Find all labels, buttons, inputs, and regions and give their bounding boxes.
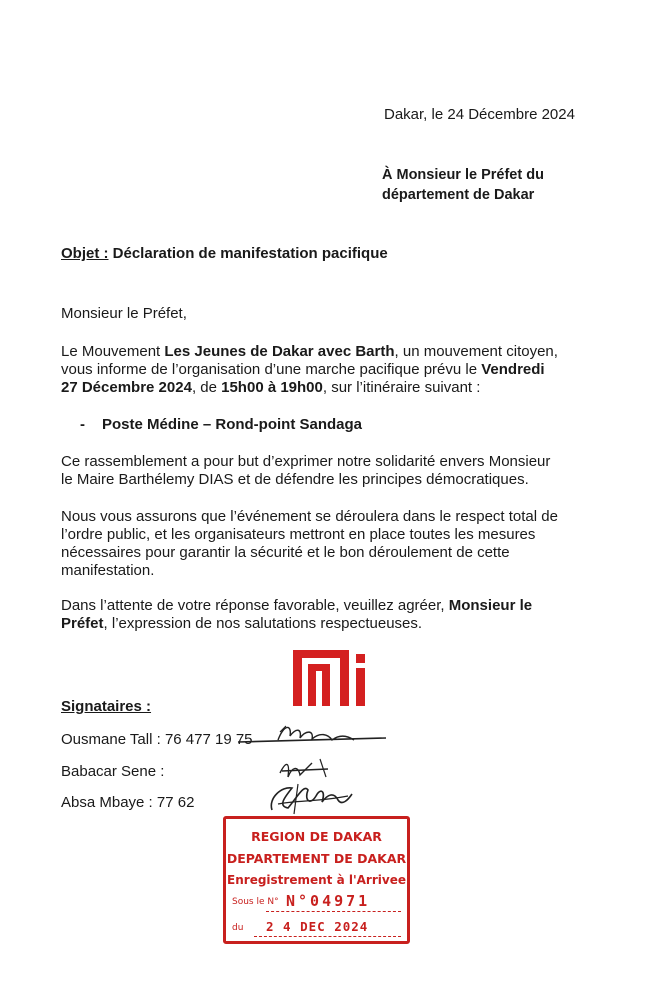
stamp-date: 2 4 DEC 2024 [266, 919, 369, 934]
stamp-registration: Enregistrement à l'Arrivee [227, 873, 406, 887]
text-line: nécessaires pour garantir la sécurité et le bon déroulement de cette [61, 544, 510, 561]
itinerary-item [80, 416, 362, 433]
text-bold: Monsieur le [448, 597, 533, 614]
stamp-region: REGION DE DAKAR [251, 829, 382, 844]
event-time: 15h00 à 19h00 [221, 379, 323, 396]
event-day: Vendredi [481, 361, 545, 378]
text-line: Ce rassemblement a pour but d’exprimer notre solidarité envers Monsieur [61, 453, 551, 470]
stamp-date-rule [254, 936, 401, 937]
recipient-line-2: département de Dakar [382, 187, 535, 203]
paragraph-assurance [61, 508, 621, 580]
text-span: vous informe de l’organisation d’une marche pacifique prévu le [61, 361, 482, 378]
subject-label: Objet : [61, 245, 109, 262]
text-line: manifestation. [61, 562, 155, 579]
movement-name: Les Jeunes de Dakar avec Barth [164, 343, 395, 360]
salutation: Monsieur le Préfet, [61, 305, 187, 322]
text-line: le Maire Barthélemy DIAS et de défendre les principes démocratiques. [61, 471, 529, 488]
text-span: Dans l’attente de votre réponse favorable, veuillez agréer, [61, 597, 449, 614]
paragraph-purpose [61, 453, 621, 489]
text-span: Le Mouvement [61, 343, 165, 360]
watermark-logo [293, 650, 371, 706]
paragraph-closing [61, 597, 621, 633]
signature-ousmane-tall [236, 720, 396, 752]
text-span: , un mouvement citoyen, [394, 343, 558, 360]
stamp-number-label: Sous le N° [232, 897, 279, 907]
stamp-department: DEPARTEMENT DE DAKAR [226, 851, 407, 866]
itinerary-route: Poste Médine – Rond-point Sandaga [102, 416, 363, 433]
letter-subject [61, 245, 388, 263]
stamp-number-rule [266, 911, 401, 912]
stamp-date-label: du [232, 923, 244, 933]
text-span: , l’expression de nos salutations respectueuses. [103, 615, 423, 632]
text-bold: Préfet [61, 615, 104, 632]
signatory-absa-mbaye: Absa Mbaye : 77 62 [61, 794, 195, 811]
reception-stamp [223, 816, 410, 944]
event-date: 27 Décembre 2024 [61, 379, 192, 396]
text-span: , sur l’itinéraire suivant : [322, 379, 481, 396]
text-span: , de [191, 379, 222, 396]
bullet-dash: - [80, 416, 85, 433]
subject-text: Déclaration de manifestation pacifique [108, 245, 388, 262]
signatories-title: Signataires : [61, 698, 152, 715]
recipient-line-1: À Monsieur le Préfet du [382, 167, 544, 183]
stamp-number: N°04971 [286, 892, 371, 910]
letter-date: Dakar, le 24 Décembre 2024 [384, 106, 575, 123]
signatory-ousmane-tall: Ousmane Tall : 76 477 19 75 [61, 731, 253, 748]
text-line: Nous vous assurons que l’événement se déroulera dans le respect total de [61, 508, 558, 525]
text-line: l’ordre public, et les organisateurs mettront en place toutes les mesures [61, 526, 536, 543]
signatory-babacar-sene: Babacar Sene : [61, 763, 165, 780]
paragraph-announcement [61, 343, 621, 397]
